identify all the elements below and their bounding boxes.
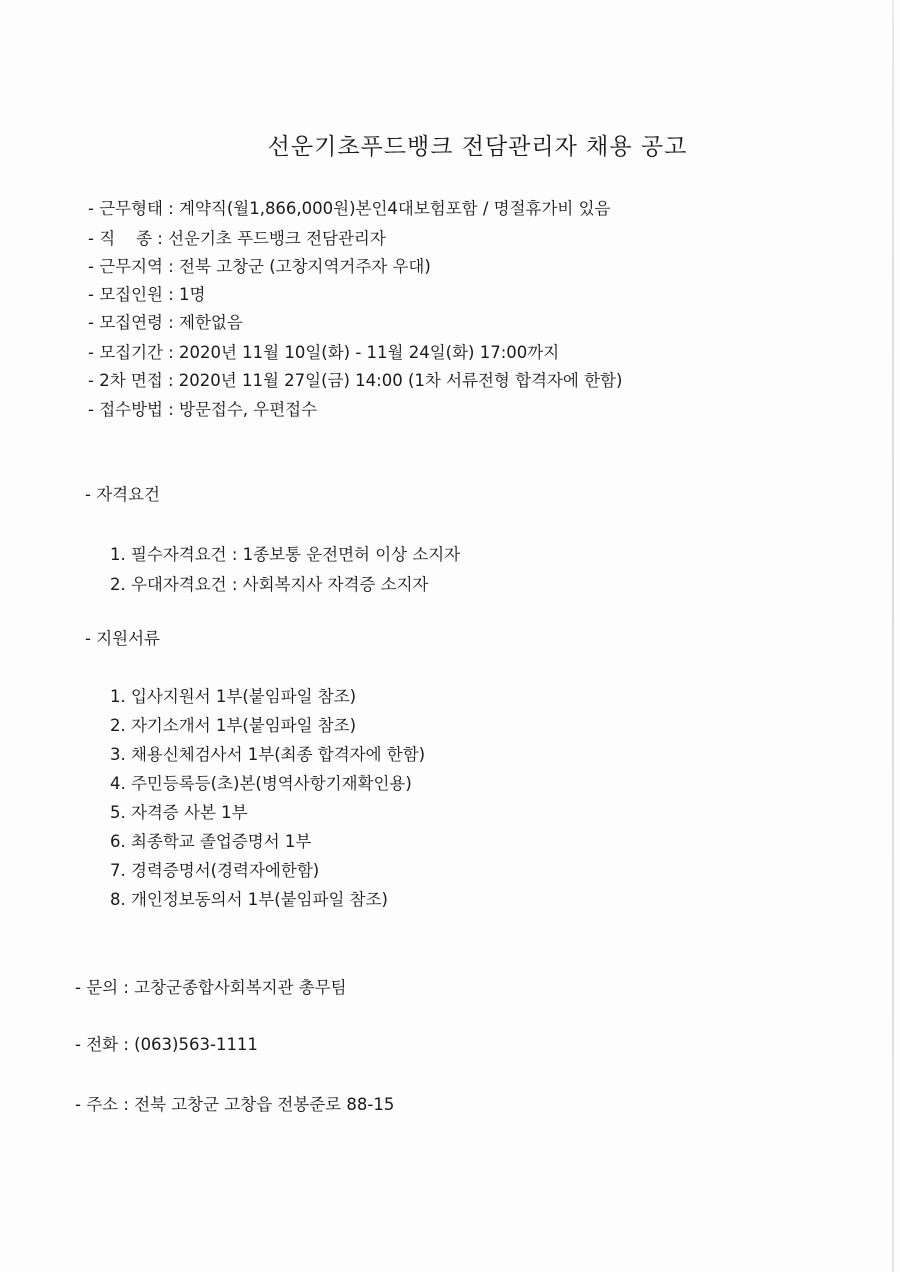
- info-recruit-period: - 모집기간 : 2020년 11월 10일(화) - 11월 24일(화) 17:00까지: [88, 343, 560, 362]
- info-headcount: - 모집인원 : 1명: [88, 285, 206, 304]
- info-employment-type: - 근무형태 : 계약직(월1,866,000원)본인4대보험포함 / 명절휴가비 있음: [88, 199, 611, 218]
- info-interview: - 2차 면접 : 2020년 11월 27일(금) 14:00 (1차 서류전형 합격자에 한함): [88, 371, 623, 390]
- page-title: 선운기초푸드뱅크 전담관리자 채용 공고: [267, 134, 688, 160]
- document-item-6: 6. 최종학교 졸업증명서 1부: [110, 832, 312, 851]
- qualification-item-2: 2. 우대자격요건 : 사회복지사 자격증 소지자: [110, 575, 429, 594]
- document-item-2: 2. 자기소개서 1부(붙임파일 참조): [110, 716, 357, 735]
- info-work-location: - 근무지역 : 전북 고창군 (고창지역거주자 우대): [88, 257, 431, 276]
- qualification-item-1: 1. 필수자격요건 : 1종보통 운전면허 이상 소지자: [110, 545, 461, 564]
- document-item-5: 5. 자격증 사본 1부: [110, 803, 248, 822]
- document-item-7: 7. 경력증명서(경력자에한함): [110, 861, 320, 880]
- contact-address: - 주소 : 전북 고창군 고창읍 전봉준로 88-15: [75, 1095, 395, 1114]
- contact-phone: - 전화 : (063)563-1111: [75, 1035, 258, 1054]
- document-item-1: 1. 입사지원서 1부(붙임파일 참조): [110, 687, 357, 706]
- document-item-4: 4. 주민등록등(초)본(병역사항기재확인용): [110, 774, 412, 793]
- document-item-8: 8. 개인정보동의서 1부(붙임파일 참조): [110, 890, 388, 909]
- qualifications-heading: - 자격요건: [85, 485, 160, 504]
- document-item-3: 3. 채용신체검사서 1부(최종 합격자에 한함): [110, 745, 426, 764]
- documents-heading: - 지원서류: [85, 629, 160, 648]
- info-age-limit: - 모집연령 : 제한없음: [88, 313, 243, 332]
- info-application-method: - 접수방법 : 방문접수, 우편접수: [88, 400, 318, 419]
- info-job-type: - 직 종 : 선운기초 푸드뱅크 전담관리자: [88, 229, 386, 248]
- contact-inquiry: - 문의 : 고창군종합사회복지관 총무팀: [75, 978, 347, 997]
- scan-edge-shadow: [892, 0, 894, 1272]
